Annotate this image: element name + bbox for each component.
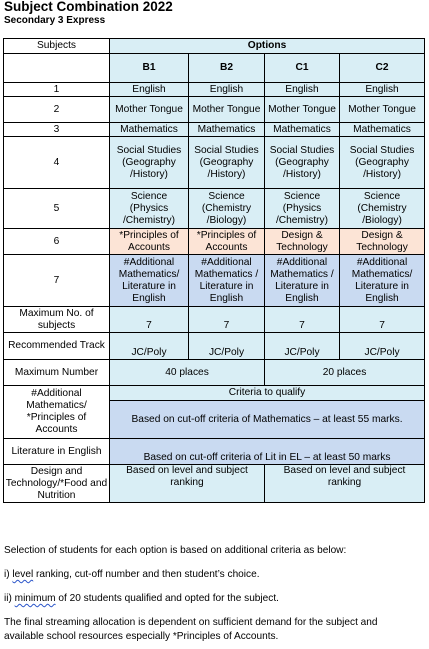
dt-label: Design and Technology/*Food and Nutrition — [4, 465, 110, 503]
subject-cell: Science (Physics /Chemistry) — [265, 189, 340, 229]
spellcheck-word-minimum: minimum — [14, 593, 56, 604]
subject-cell: Science (Chemistry /Biology) — [189, 189, 265, 229]
max-number-c-value: 20 places — [265, 360, 425, 386]
recommended-track-value: JC/Poly — [340, 333, 425, 360]
row-number: 5 — [4, 189, 110, 229]
row-number: 1 — [4, 83, 110, 97]
subject-cell: #Additional Mathematics / Literature in English — [189, 255, 265, 307]
subject-cell: Design & Technology — [340, 229, 425, 255]
subject-cell: Mother Tongue — [189, 97, 265, 123]
subject-cell: Mathematics — [340, 123, 425, 137]
criteria-header: Criteria to qualify — [110, 386, 425, 401]
subject-cell: Social Studies (Geography /History) — [340, 137, 425, 189]
notes-item-2-rest: of 20 students qualified and opted for the subject. — [55, 593, 279, 604]
option-code-b2: B2 — [189, 54, 265, 83]
subject-cell: #Additional Mathematics / Literature in English — [265, 255, 340, 307]
subject-cell: Design & Technology — [265, 229, 340, 255]
subject-cell: Mathematics — [189, 123, 265, 137]
notes-item-1-rest: ranking, cut-off number and then student’s choice. — [33, 569, 260, 580]
max-subjects-value: 7 — [265, 307, 340, 333]
recommended-track-value: JC/Poly — [265, 333, 340, 360]
notes-intro: Selection of students for each option is based on additional criteria as below: — [4, 545, 347, 556]
options-header: Options — [110, 39, 425, 54]
dt-c-criteria: Based on level and subject ranking — [265, 465, 425, 503]
subject-cell: Social Studies (Geography /History) — [265, 137, 340, 189]
max-subjects-label: Maximum No. of subjects — [4, 307, 110, 333]
recommended-track-label: Recommended Track — [4, 333, 110, 360]
row-number: 7 — [4, 255, 110, 307]
option-code-c2: C2 — [340, 54, 425, 83]
max-number-b-value: 40 places — [110, 360, 265, 386]
criteria-literature-text: Based on cut-off criteria of Lit in EL – at least 50 marks — [110, 439, 425, 465]
subject-cell: Social Studies (Geography /History) — [110, 137, 189, 189]
subject-cell: Science (Physics /Chemistry) — [110, 189, 189, 229]
page-title: Subject Combination 2022 — [4, 0, 173, 14]
max-subjects-value: 7 — [189, 307, 265, 333]
row-number: 2 — [4, 97, 110, 123]
subject-cell: English — [189, 83, 265, 97]
row-number: 4 — [4, 137, 110, 189]
max-number-label: Maximum Number — [4, 360, 110, 386]
option-code-label-cell — [4, 54, 110, 83]
subject-cell: Mother Tongue — [110, 97, 189, 123]
subject-cell: English — [265, 83, 340, 97]
spellcheck-word-level: level — [12, 569, 34, 580]
subject-cell: Social Studies (Geography /History) — [189, 137, 265, 189]
subject-cell: English — [340, 83, 425, 97]
subject-cell: #Additional Mathematics/ Literature in English — [110, 255, 189, 307]
recommended-track-value: JC/Poly — [189, 333, 265, 360]
dt-b-criteria: Based on level and subject ranking — [110, 465, 265, 503]
subject-cell: *Principles of Accounts — [110, 229, 189, 255]
notes-item-2 — [4, 592, 279, 605]
max-subjects-value: 7 — [340, 307, 425, 333]
notes-final-line-1: The final streaming allocation is dependent on sufficient demand for the subject and — [4, 617, 378, 628]
subject-combination-table — [3, 38, 425, 503]
subject-cell: Mathematics — [265, 123, 340, 137]
criteria-math-text: Based on cut-off criteria of Mathematics – at least 55 marks. — [110, 401, 425, 439]
max-subjects-value: 7 — [110, 307, 189, 333]
row-number: 6 — [4, 229, 110, 255]
page-subtitle: Secondary 3 Express — [4, 15, 106, 26]
subjects-header: Subjects — [4, 39, 110, 54]
notes-item-1 — [4, 568, 260, 581]
option-code-b1: B1 — [110, 54, 189, 83]
criteria-additional-label: #Additional Mathematics/ *Principles of Accounts — [4, 386, 110, 439]
subject-cell: Mother Tongue — [265, 97, 340, 123]
row-number: 3 — [4, 123, 110, 137]
option-code-c1: C1 — [265, 54, 340, 83]
subject-cell: #Additional Mathematics/ Literature in English — [340, 255, 425, 307]
notes-item-2-prefix: ii) — [4, 593, 15, 604]
subject-cell: English — [110, 83, 189, 97]
subject-cell: *Principles of Accounts — [189, 229, 265, 255]
subject-cell: Mother Tongue — [340, 97, 425, 123]
subject-cell: Mathematics — [110, 123, 189, 137]
notes-final-line-2: available school resources especially *Principles of Accounts. — [4, 631, 279, 642]
criteria-literature-label: Literature in English — [4, 439, 110, 465]
recommended-track-value: JC/Poly — [110, 333, 189, 360]
notes-item-1-prefix: i) — [4, 569, 13, 580]
subject-cell: Science (Chemistry /Biology) — [340, 189, 425, 229]
